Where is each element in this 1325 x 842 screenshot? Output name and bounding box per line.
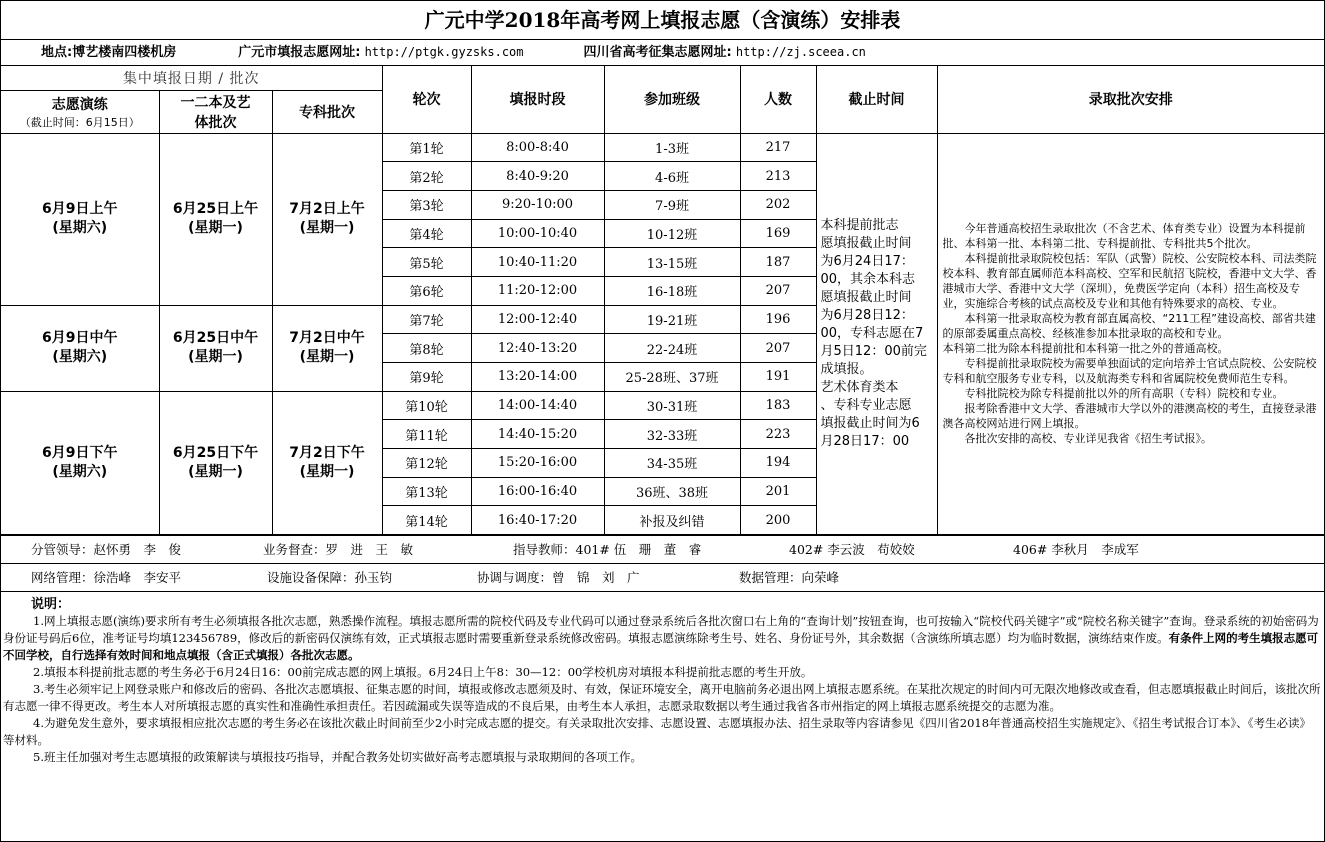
cell-count: 217 [740,133,816,162]
staff-coord: 协调与调度：曾 锦 刘 广 [477,570,640,586]
note-1: 1.网上填报志愿(演练)要求所有考生必须填报各批次志愿，熟悉操作流程。填报志愿所需的院校代码及专业代码可以通过登录系统后各批次窗口右上角的“查询计划”按钮查询，也可按输入“院校代码关键字”或“院校名称关键字”查询。登录系统的初始密码为身份证号码后6位，准考证号均填123456789，修改后的新密码仅演练有效，正式填报志愿时需要重新登录系统修改密码。填报志愿演练除考生号、姓名、身份证号外，其余数据（含演练所填志愿）均为临时数据，演练结束作废。有条件上网的考生填报志愿可不回学校，自行选择有效时间和地点填报（含正式填报）各批次志愿。 [3,614,1319,663]
deadline-line: 、专科专业志愿 [820,397,912,413]
cell-class: 1-3班 [604,133,740,162]
staff-teachers-402: 402# 李云波 苟姣姣 [789,542,915,558]
cell-round: 第13轮 [382,477,471,506]
deadline-line: 成填报。 [820,361,873,377]
cell-class: 25-28班、37班 [604,363,740,392]
cell-count: 200 [740,506,816,535]
cell-time: 13:20-14:00 [471,363,604,392]
arrangement-paragraph: 本科提前批录取院校包括：军队（武警）院校、公安院校本科、司法类院校本科、教育部直属师范本科高校、空军和民航招飞院校，香港中文大学、香港城市大学、香港中文大学（深圳），免费医学定向（本科）招生高校及专业，实施综合考核的试点高校及专业和其他有特殊要求的高校、专业。 [942,252,1317,311]
date-text: 7月2日下午 [289,444,365,461]
arrangement-paragraph: 专科提前批录取院校为需要单独面试的定向培养士官试点院校、公安院校专科和航空服务专业专科，以及航海类专科和省属院校免费师范生专科。 [942,357,1317,386]
weekday-text: (星期一) [299,220,355,237]
cell-count: 194 [740,449,816,478]
date-b12-pm [159,391,272,534]
cell-time: 8:40-9:20 [471,162,604,191]
date-text: 6月9日下午 [42,444,118,461]
deadline-line: 00，专科志愿在7 [820,325,924,341]
cell-round: 第5轮 [382,248,471,277]
cell-round: 第12轮 [382,449,471,478]
staff-data: 数据管理：向荣峰 [739,570,840,586]
cell-class: 30-31班 [604,391,740,420]
deadline-line: 月5日12：00前完 [820,343,927,359]
cell-count: 207 [740,334,816,363]
group-header: 集中填报日期 / 批次 [1,66,382,90]
cell-round: 第4轮 [382,219,471,248]
cell-class: 补报及纠错 [604,506,740,535]
date-practice-am [1,133,159,305]
weekday-text: (星期一) [188,463,243,480]
arrangement-paragraph: 本科第二批为除本科提前批和本科第一批之外的普通高校。 [942,342,1229,356]
cell-time: 12:40-13:20 [471,334,604,363]
cell-count: 213 [740,162,816,191]
cell-class: 10-12班 [604,219,740,248]
deadline-line: 00，其余本科志 [820,271,916,287]
location-value: 博艺楼南四楼机房 [72,45,177,60]
cell-round: 第9轮 [382,363,471,392]
staff-teachers-406: 406# 李秋月 李成军 [1013,542,1139,558]
batch-arrangement [937,133,1324,535]
header-row-1 [1,66,1324,90]
deadline-line: 本科提前批志 [820,217,899,233]
cell-round: 第7轮 [382,305,471,334]
cell-class: 22-24班 [604,334,740,363]
note-5: 5.班主任加强对考生志愿填报的政策解读与填报技巧指导，并配合教务处切实做好高考志愿填报与录取期间的各项工作。 [33,750,642,765]
col-time: 填报时段 [471,66,604,133]
address-bar [1,40,1324,66]
col-special: 专科批次 [272,90,382,133]
cell-class: 34-35班 [604,449,740,478]
date-text: 6月9日上午 [42,201,118,218]
cell-time: 9:20-10:00 [471,190,604,219]
deadline-line: 月28日17：00 [820,433,910,449]
table-row [1,133,1324,162]
deadline-line: 愿填报截止时间 [820,235,912,251]
weekday-text: (星期一) [188,220,243,237]
col-deadline: 截止时间 [816,66,937,133]
col-batch12: 一二本及艺体批次 [159,90,272,133]
cell-round: 第3轮 [382,190,471,219]
staff-teachers: 指导教师：401# 伍 珊 董 睿 [513,542,702,558]
arrangement-paragraph: 报考除香港中文大学、香港城市大学以外的港澳高校的考生，直接登录港澳各高校网站进行网上填报。 [942,402,1317,431]
arrangement-paragraph: 本科第一批录取高校为教育部直属高校、“211工程”建设高校、部省共建的原部委属重点高校、经核准参加本批录取的高校和专业。 [942,312,1316,341]
note-4: 4.为避免发生意外，要求填报相应批次志愿的考生务必在该批次截止时间前至少2小时完成志愿的提交。有关录取批次安排、志愿设置、志愿填报办法、招生录取等内容请参见《四川省2018年普通高校招生实施规定》、《招生考试报合订本》、《考生必读》等材料。 [3,716,1312,748]
col-round: 轮次 [382,66,471,133]
cell-count: 191 [740,363,816,392]
cell-class: 36班、38班 [604,477,740,506]
schedule-table [1,66,1324,535]
staff-row-2 [1,564,1324,592]
cell-count: 169 [740,219,816,248]
cell-time: 15:20-16:00 [471,449,604,478]
cell-round: 第10轮 [382,391,471,420]
staff-network: 网络管理：徐浩峰 李安平 [31,570,182,586]
col-class: 参加班级 [604,66,740,133]
date-special-noon [272,305,382,391]
cell-count: 183 [740,391,816,420]
deadline-line: 为6月28日12： [820,307,914,323]
cell-count: 223 [740,420,816,449]
notes-title: 说明： [31,597,71,613]
staff-leaders: 分管领导：赵怀勇 李 俊 [31,542,182,558]
weekday-text: (星期六) [52,349,108,366]
cell-round: 第8轮 [382,334,471,363]
arrangement-paragraph: 各批次安排的高校、专业详见我省《招生考试报》。 [964,432,1213,446]
cell-time: 10:40-11:20 [471,248,604,277]
gy-url-label: 广元市填报志愿网址: [238,45,361,60]
date-b12-noon [159,305,272,391]
date-practice-noon [1,305,159,391]
date-practice-pm [1,391,159,534]
date-b12-am [159,133,272,305]
date-text: 7月2日中午 [289,330,365,347]
note-2: 2.填报本科提前批志愿的考生务必于6月24日16：00前完成志愿的网上填报。6月24日上午8：30—12：00学校机房对填报本科提前批志愿的考生开放。 [33,665,813,680]
cell-count: 202 [740,190,816,219]
location-label: 地点: [41,45,73,60]
cell-time: 14:40-15:20 [471,420,604,449]
cell-count: 196 [740,305,816,334]
deadline-line: 愿填报截止时间 [820,289,912,305]
weekday-text: (星期六) [52,220,108,237]
weekday-text: (星期一) [299,349,355,366]
col-count: 人数 [740,66,816,133]
date-text: 6月9日中午 [42,330,118,347]
cell-round: 第11轮 [382,420,471,449]
cell-round: 第6轮 [382,276,471,305]
date-text: 6月25日下午 [172,444,259,461]
staff-equipment: 设施设备保障：孙玉钧 [267,570,393,586]
sc-url[interactable]: http://zj.sceea.cn [735,45,866,59]
cell-count: 201 [740,477,816,506]
cell-time: 8:00-8:40 [471,133,604,162]
col-practice: 志愿演练 （截止时间：6月15日） [1,90,159,133]
cell-time: 12:00-12:40 [471,305,604,334]
schedule-rows [1,133,1324,535]
cell-round: 第14轮 [382,506,471,535]
date-special-am [272,133,382,305]
arrangement-paragraph: 专科批院校为除专科提前批以外的所有高职（专科）院校和专业。 [964,387,1284,401]
staff-row-1 [1,535,1324,564]
cell-class: 13-15班 [604,248,740,277]
weekday-text: (星期一) [188,349,243,366]
cell-count: 187 [740,248,816,277]
cell-class: 7-9班 [604,190,740,219]
weekday-text: (星期六) [52,463,108,480]
cell-round: 第2轮 [382,162,471,191]
cell-class: 19-21班 [604,305,740,334]
staff-supervisors: 业务督查：罗 进 王 敏 [263,542,414,558]
weekday-text: (星期一) [299,463,355,480]
deadline-line: 艺术体育类本 [820,379,899,395]
deadline-line: 填报截止时间为6 [820,415,920,431]
date-text: 7月2日上午 [289,201,365,218]
cell-class: 16-18班 [604,276,740,305]
deadline-line: 为6月24日17： [820,253,914,269]
deadline-info [816,133,937,535]
cell-count: 207 [740,276,816,305]
date-text: 6月25日中午 [172,330,259,347]
date-special-pm [272,391,382,534]
cell-class: 32-33班 [604,420,740,449]
page-title: 广元中学2018年高考网上填报志愿（含演练）安排表 [1,1,1324,40]
date-text: 6月25日上午 [172,201,259,218]
cell-time: 11:20-12:00 [471,276,604,305]
cell-round: 第1轮 [382,133,471,162]
notes-section [1,592,1324,766]
cell-time: 16:40-17:20 [471,506,604,535]
col-arrange: 录取批次安排 [937,66,1324,133]
note-3: 3.考生必须牢记上网登录账户和修改后的密码、各批次志愿填报、征集志愿的时间，填报或修改志愿须及时、有效，保证环境安全，离开电脑前务必退出网上填报志愿系统。在某批次规定的时间内可无限次地修改或查看，但志愿填报截止时间后，该批次所有志愿一律不得更改。考生本人对所填报志愿的真实性和准确性承担责任。若因疏漏或失误等造成的不良后果，由考生本人承担，志愿录取数据以考生通过我省各市州指定的网上填报志愿系统提交的志愿为准。 [3,682,1321,714]
practice-note: （截止时间：6月15日） [19,115,140,129]
note-1-bold: 有条件上网的考生填报志愿可不回学校，自行选择有效时间和地点填报（含正式填报）各批次志愿。 [3,631,1319,663]
cell-class: 4-6班 [604,162,740,191]
cell-time: 14:00-14:40 [471,391,604,420]
cell-time: 16:00-16:40 [471,477,604,506]
cell-time: 10:00-10:40 [471,219,604,248]
gy-url[interactable]: http://ptgk.gyzsks.com [364,45,524,59]
sc-url-label: 四川省高考征集志愿网址: [583,45,732,60]
arrangement-paragraph: 今年普通高校招生录取批次（不含艺术、体育类专业）设置为本科提前批、本科第一批、本科第二批、专科提前批、专科批共5个批次。 [942,222,1306,251]
